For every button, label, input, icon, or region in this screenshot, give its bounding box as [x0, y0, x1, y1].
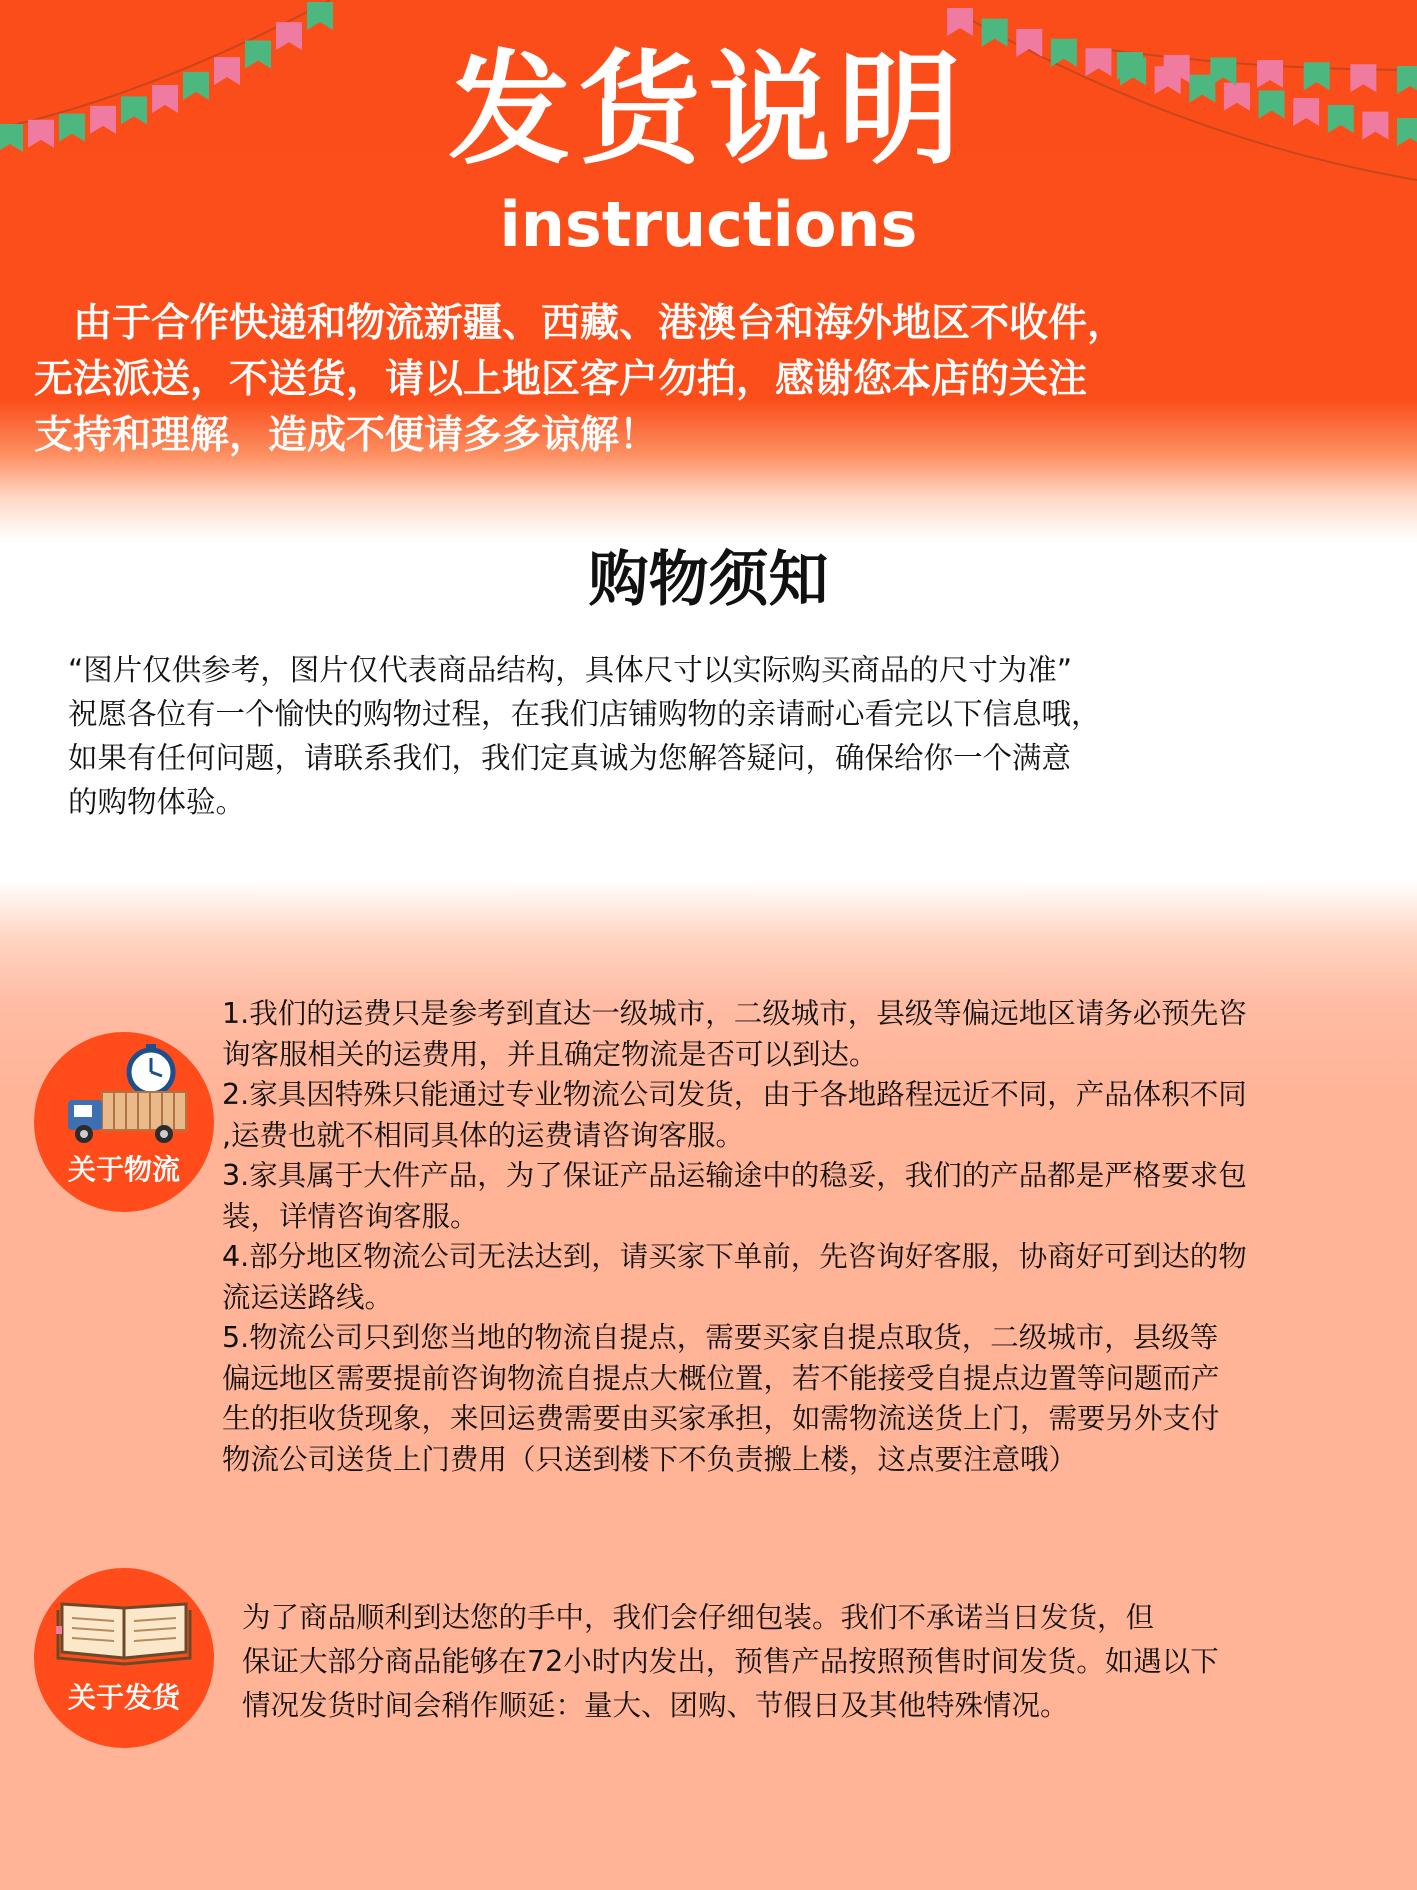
list-item: 5.物流公司只到您当地的物流自提点，需要买家自提点取货，二级城市，县级等 — [222, 1321, 1219, 1354]
shipping-info-line: 情况发货时间会稍作顺延：量大、团购、节假日及其他特殊情况。 — [242, 1689, 1069, 1722]
shopping-notice-line: “图片仅供参考，图片仅代表商品结构，具体尺寸以实际购买商品的尺寸为准” — [68, 653, 1073, 687]
shipping-info-line: 为了商品顺利到达您的手中，我们会仔细包装。我们不承诺当日发货，但 — [242, 1601, 1155, 1634]
notice-line: 无法派送，不送货，请以上地区客户勿拍，感谢您本店的关注 — [34, 357, 1088, 402]
page-title: 发货说明 — [448, 39, 969, 181]
list-item: 装，详情咨询客服。 — [222, 1199, 479, 1233]
list-item: 询客服相关的运费用，并且确定物流是否可以到达。 — [222, 1037, 878, 1071]
shopping-notice-title: 购物须知 — [588, 545, 829, 615]
list-item: ,运费也就不相同具体的运费请咨询客服。 — [222, 1118, 745, 1152]
open-book-icon — [54, 1586, 194, 1666]
shopping-notice-line: 如果有任何问题，请联系我们，我们定真诚为您解答疑问，确保给你一个满意 — [68, 741, 1072, 775]
list-item: 4.部分地区物流公司无法达到，请买家下单前，先咨询好客服，协商好可到达的物 — [222, 1240, 1247, 1273]
shipping-info-line: 保证大部分商品能够在72小时内发出，预售产品按照预售时间发货。如遇以下 — [242, 1645, 1219, 1678]
shopping-notice-line: 的购物体验。 — [68, 785, 246, 819]
shipping-badge — [34, 1568, 214, 1748]
list-item: 偏远地区需要提前咨询物流自提点大概位置，若不能接受自提点边置等问题而产 — [222, 1361, 1220, 1395]
notice-line: 支持和理解，造成不便请多多谅解！ — [34, 413, 659, 458]
logistics-badge — [34, 1032, 214, 1212]
shopping-notice-line: 祝愿各位有一个愉快的购物过程，在我们店铺购物的亲请耐心看完以下信息哦， — [68, 697, 1101, 731]
logistics-info-list — [222, 994, 1402, 1480]
bunting-flag — [947, 8, 973, 36]
page-subtitle: instructions — [499, 188, 918, 261]
shipping-restriction-notice — [34, 296, 1404, 464]
bunting-flag — [307, 2, 333, 30]
list-item: 2.家具因特殊只能通过专业物流公司发货，由于各地路程远近不同，产品体积不同 — [222, 1078, 1247, 1111]
shopping-notice-body — [68, 648, 1408, 824]
list-item: 流运送路线。 — [222, 1280, 394, 1314]
list-item: 3.家具属于大件产品，为了保证产品运输途中的稳妥，我们的产品都是严格要求包 — [222, 1159, 1247, 1192]
shipping-info-body — [242, 1596, 1402, 1728]
list-item: 生的拒收货现象，来回运费需要由买家承担，如需物流送货上门，需要另外支付 — [222, 1402, 1220, 1435]
list-item: 1.我们的运费只是参考到直达一级城市，二级城市，县级等偏远地区请务必预先咨 — [222, 997, 1247, 1030]
list-item: 物流公司送货上门费用（只送到楼下不负责搬上楼，这点要注意哦） — [222, 1442, 1078, 1476]
notice-line: 由于合作快递和物流新疆、西藏、港澳台和海外地区不收件， — [34, 301, 1127, 346]
delivery-truck-clock-icon — [56, 1040, 196, 1150]
logistics-badge-label: 关于物流 — [67, 1153, 180, 1186]
shipping-badge-label: 关于发货 — [67, 1681, 180, 1714]
